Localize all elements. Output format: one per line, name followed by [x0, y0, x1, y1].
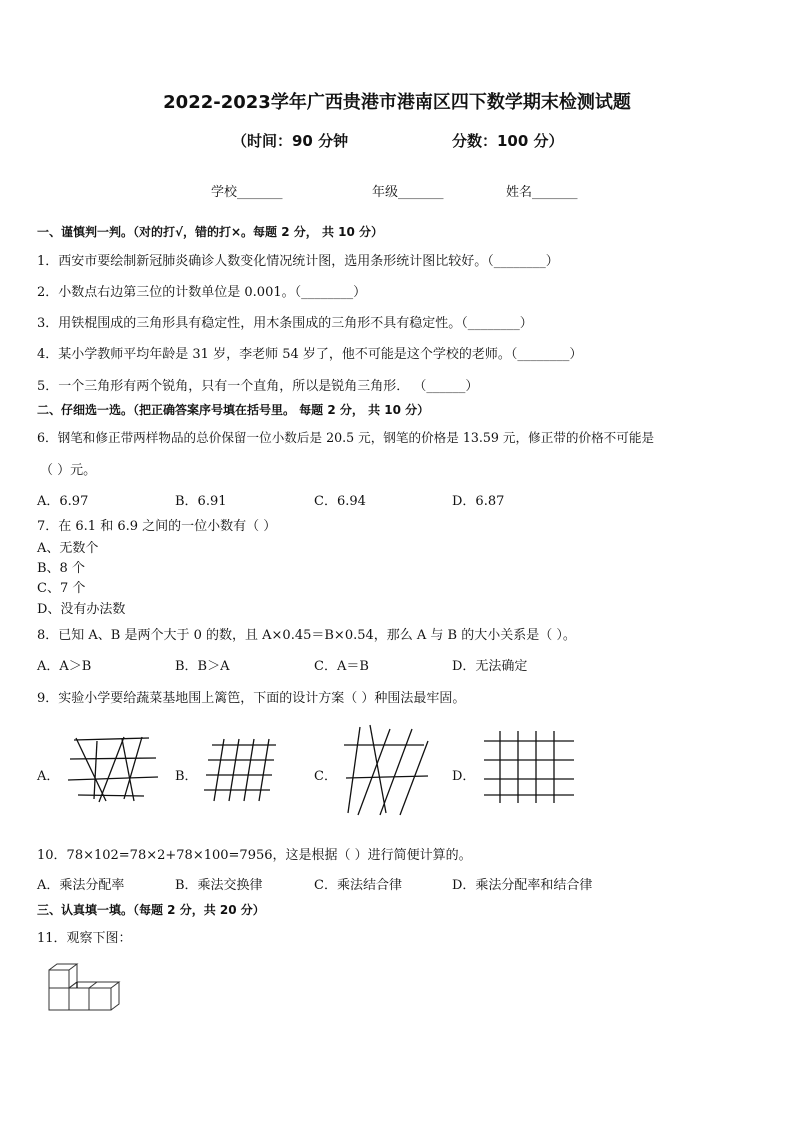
- q8-option-c: C．A＝B: [314, 659, 369, 674]
- q7-option-b: B、8 个: [37, 561, 85, 576]
- q8-option-d: D．无法确定: [452, 659, 528, 674]
- section-3-title: 三、认真填一填。（每题 2 分，共 20 分）: [37, 903, 265, 917]
- q6-option-d: D．6.87: [452, 494, 505, 509]
- question-2: 2．小数点右边第三位的计数单位是 0.001。（________）: [37, 285, 367, 300]
- q6-option-b: B．6.91: [175, 494, 227, 509]
- cube-figure: [45, 958, 125, 1016]
- q6-option-c: C．6.94: [314, 494, 366, 509]
- q8-option-b: B．B＞A: [175, 659, 230, 674]
- page-title: 2022-2023学年广西贵港市港南区四下数学期末检测试题: [163, 92, 631, 113]
- question-3: 3．用铁棍围成的三角形具有稳定性，用木条围成的三角形不具有稳定性。（________）: [37, 316, 533, 331]
- exam-score: 分数：100 分）: [452, 132, 564, 150]
- question-9: 9．实验小学要给蔬菜基地围上篱笆，下面的设计方案（ ）种围法最牢固。: [37, 691, 466, 706]
- section-1-title: 一、谨慎判一判。（对的打√，错的打×。每题 2 分， 共 10 分）: [37, 225, 383, 239]
- question-4: 4．某小学教师平均年龄是 31 岁，李老师 54 岁了，他不可能是这个学校的老师。（________）: [37, 347, 583, 362]
- fence-figure-a: [64, 735, 164, 805]
- name-field: 姓名_______: [506, 185, 578, 200]
- q7-option-d: D、没有办法数: [37, 602, 126, 617]
- question-10: 10．78×102=78×2+78×100=7956，这是根据（ ）进行简便计算的。: [37, 848, 472, 863]
- q9-option-c: C．: [314, 769, 337, 784]
- school-field: 学校_______: [211, 185, 283, 200]
- question-6-blank: （ ）元。: [40, 463, 97, 478]
- grade-field: 年级_______: [372, 185, 444, 200]
- fence-figure-b: [202, 737, 282, 803]
- question-5: 5．一个三角形有两个锐角，只有一个直角，所以是锐角三角形． （______）: [37, 379, 479, 394]
- q10-option-a: A．乘法分配率: [37, 878, 125, 893]
- exam-time: （时间：90 分钟: [232, 132, 349, 150]
- q7-option-c: C、7 个: [37, 581, 86, 596]
- q10-option-d: D．乘法分配率和结合律: [452, 878, 593, 893]
- question-7: 7．在 6.1 和 6.9 之间的一位小数有（ ）: [37, 519, 277, 534]
- q9-option-a: A．: [37, 769, 60, 784]
- q7-option-a: A、无数个: [37, 541, 99, 556]
- q10-option-c: C．乘法结合律: [314, 878, 402, 893]
- q9-option-d: D．: [452, 769, 476, 784]
- fence-figure-c: [338, 723, 434, 819]
- question-6: 6．钢笔和修正带两样物品的总价保留一位小数后是 20.5 元，钢笔的价格是 13.59 元，修正带的价格不可能是: [37, 430, 655, 445]
- question-11: 11．观察下图：: [37, 931, 132, 946]
- question-1: 1．西安市要绘制新冠肺炎确诊人数变化情况统计图，选用条形统计图比较好。（________）: [37, 254, 559, 269]
- q10-option-b: B．乘法交换律: [175, 878, 263, 893]
- q9-option-b: B．: [175, 769, 198, 784]
- fence-figure-d: [482, 731, 576, 803]
- q6-option-a: A．6.97: [37, 494, 89, 509]
- section-2-title: 二、仔细选一选。（把正确答案序号填在括号里。 每题 2 分， 共 10 分）: [37, 403, 430, 417]
- q8-option-a: A．A＞B: [37, 659, 92, 674]
- question-8: 8．已知 A、B 是两个大于 0 的数，且 A×0.45＝B×0.54，那么 A 与 B 的大小关系是（ ）。: [37, 628, 576, 643]
